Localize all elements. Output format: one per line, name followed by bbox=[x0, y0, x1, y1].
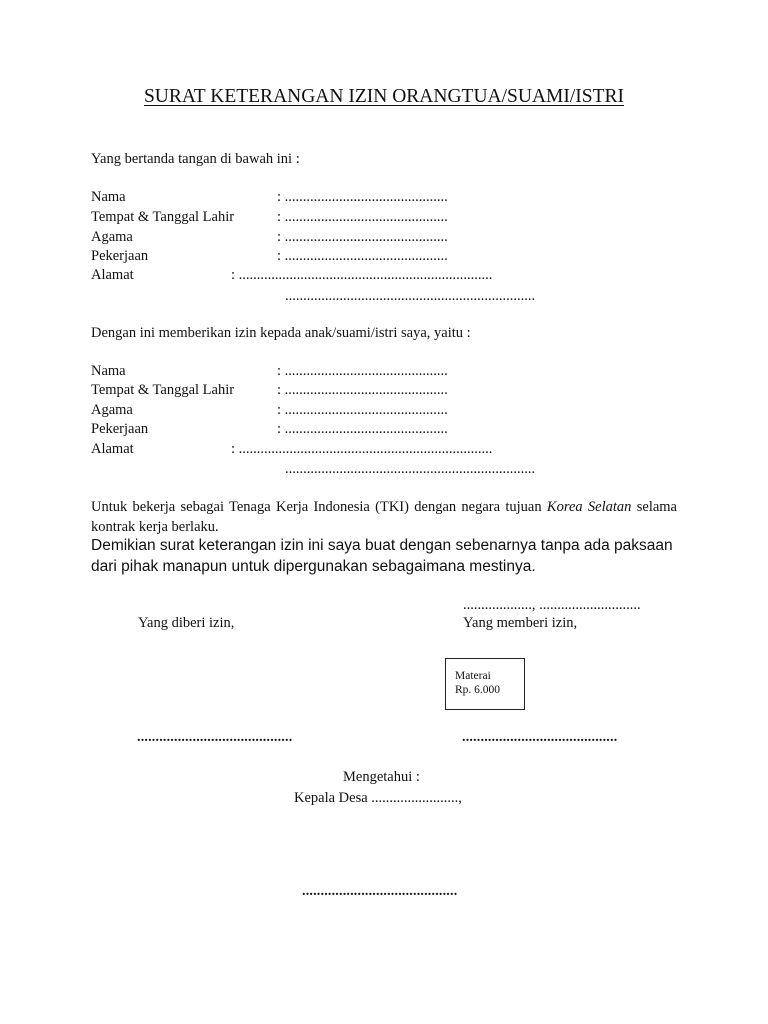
s2-label-alamat: Alamat bbox=[91, 441, 134, 457]
place-date-blank: ..................., ............................ bbox=[463, 597, 641, 613]
dotted-blank: ............................................. bbox=[284, 209, 448, 225]
dotted-blank: ............................................. bbox=[284, 421, 448, 437]
acknowledge-label: Mengetahui : bbox=[343, 769, 420, 785]
dotted-blank: ............................................. bbox=[284, 363, 448, 379]
dotted-blank: ............................................. bbox=[284, 402, 448, 418]
s2-blank-ttl bbox=[277, 381, 448, 401]
s2-label-nama: Nama bbox=[91, 363, 126, 379]
recipient-signature-line: .......................................... bbox=[137, 730, 293, 745]
s1-blank-agama bbox=[277, 228, 448, 248]
s1-blank-nama bbox=[277, 188, 448, 208]
middle-text: Dengan ini memberikan izin kepada anak/suami/istri saya, yaitu : bbox=[91, 325, 471, 341]
s1-blank-ttl bbox=[277, 208, 448, 228]
intro-text: Yang bertanda tangan di bawah ini : bbox=[91, 151, 300, 167]
s1-blank-pekerjaan bbox=[277, 247, 448, 267]
dotted-blank: ............................................. bbox=[284, 248, 448, 264]
s2-label-agama: Agama bbox=[91, 402, 133, 418]
destination-country: Korea Selatan bbox=[546, 499, 632, 515]
village-head-label: Kepala Desa ........................, bbox=[294, 790, 462, 806]
s2-blank-agama bbox=[277, 401, 448, 421]
colon: : bbox=[277, 382, 282, 398]
s2-blank-alamat-2: ..................................................................... bbox=[285, 461, 536, 477]
document-title: SURAT KETERANGAN IZIN ORANGTUA/SUAMI/ISTRI bbox=[143, 86, 625, 107]
dotted-blank: ...................................................................... bbox=[238, 441, 493, 457]
s2-blank-alamat bbox=[231, 440, 492, 460]
materai-label: Materai bbox=[455, 670, 491, 682]
s1-blank-alamat-2: ..................................................................... bbox=[285, 288, 536, 304]
s1-label-ttl: Tempat & Tanggal Lahir bbox=[91, 209, 235, 225]
village-head-signature-line: .......................................... bbox=[302, 884, 458, 899]
dotted-blank: ............................................. bbox=[284, 229, 448, 245]
dotted-blank: ............................................. bbox=[284, 189, 448, 205]
dotted-blank: ...................................................................... bbox=[238, 267, 493, 283]
colon: : bbox=[277, 402, 282, 418]
giver-signature-line: .......................................... bbox=[462, 730, 618, 745]
purpose-paragraph bbox=[91, 497, 677, 537]
purpose-after: selama kontrak kerja berlaku. bbox=[91, 499, 677, 535]
s2-blank-nama bbox=[277, 362, 448, 382]
materai-stamp-box bbox=[445, 658, 525, 710]
giver-label: Yang memberi izin, bbox=[463, 615, 578, 631]
colon: : bbox=[277, 229, 282, 245]
s1-label-alamat: Alamat bbox=[91, 267, 134, 283]
recipient-label: Yang diberi izin, bbox=[138, 615, 235, 631]
colon: : bbox=[277, 189, 282, 205]
s2-label-pekerjaan: Pekerjaan bbox=[91, 421, 149, 437]
materai-value: Rp. 6.000 bbox=[455, 684, 501, 696]
dotted-blank: ............................................. bbox=[284, 382, 448, 398]
purpose-before: Untuk bekerja sebagai Tenaga Kerja Indonesia (TKI) dengan negara tujuan bbox=[91, 499, 547, 515]
colon: : bbox=[277, 421, 282, 437]
colon: : bbox=[231, 267, 236, 283]
s1-blank-alamat bbox=[231, 266, 492, 286]
s1-label-agama: Agama bbox=[91, 229, 133, 245]
s1-label-nama: Nama bbox=[91, 189, 126, 205]
s1-label-pekerjaan: Pekerjaan bbox=[91, 248, 149, 264]
closing-paragraph: Demikian surat keterangan izin ini saya buat dengan sebenarnya tanpa ada paksaan dari pihak manapun untuk dipergunakan sebagaimana mestinya. bbox=[91, 537, 673, 575]
s2-blank-pekerjaan bbox=[277, 420, 448, 440]
s2-label-ttl: Tempat & Tanggal Lahir bbox=[91, 382, 235, 398]
colon: : bbox=[277, 248, 282, 264]
colon: : bbox=[231, 441, 236, 457]
colon: : bbox=[277, 363, 282, 379]
colon: : bbox=[277, 209, 282, 225]
